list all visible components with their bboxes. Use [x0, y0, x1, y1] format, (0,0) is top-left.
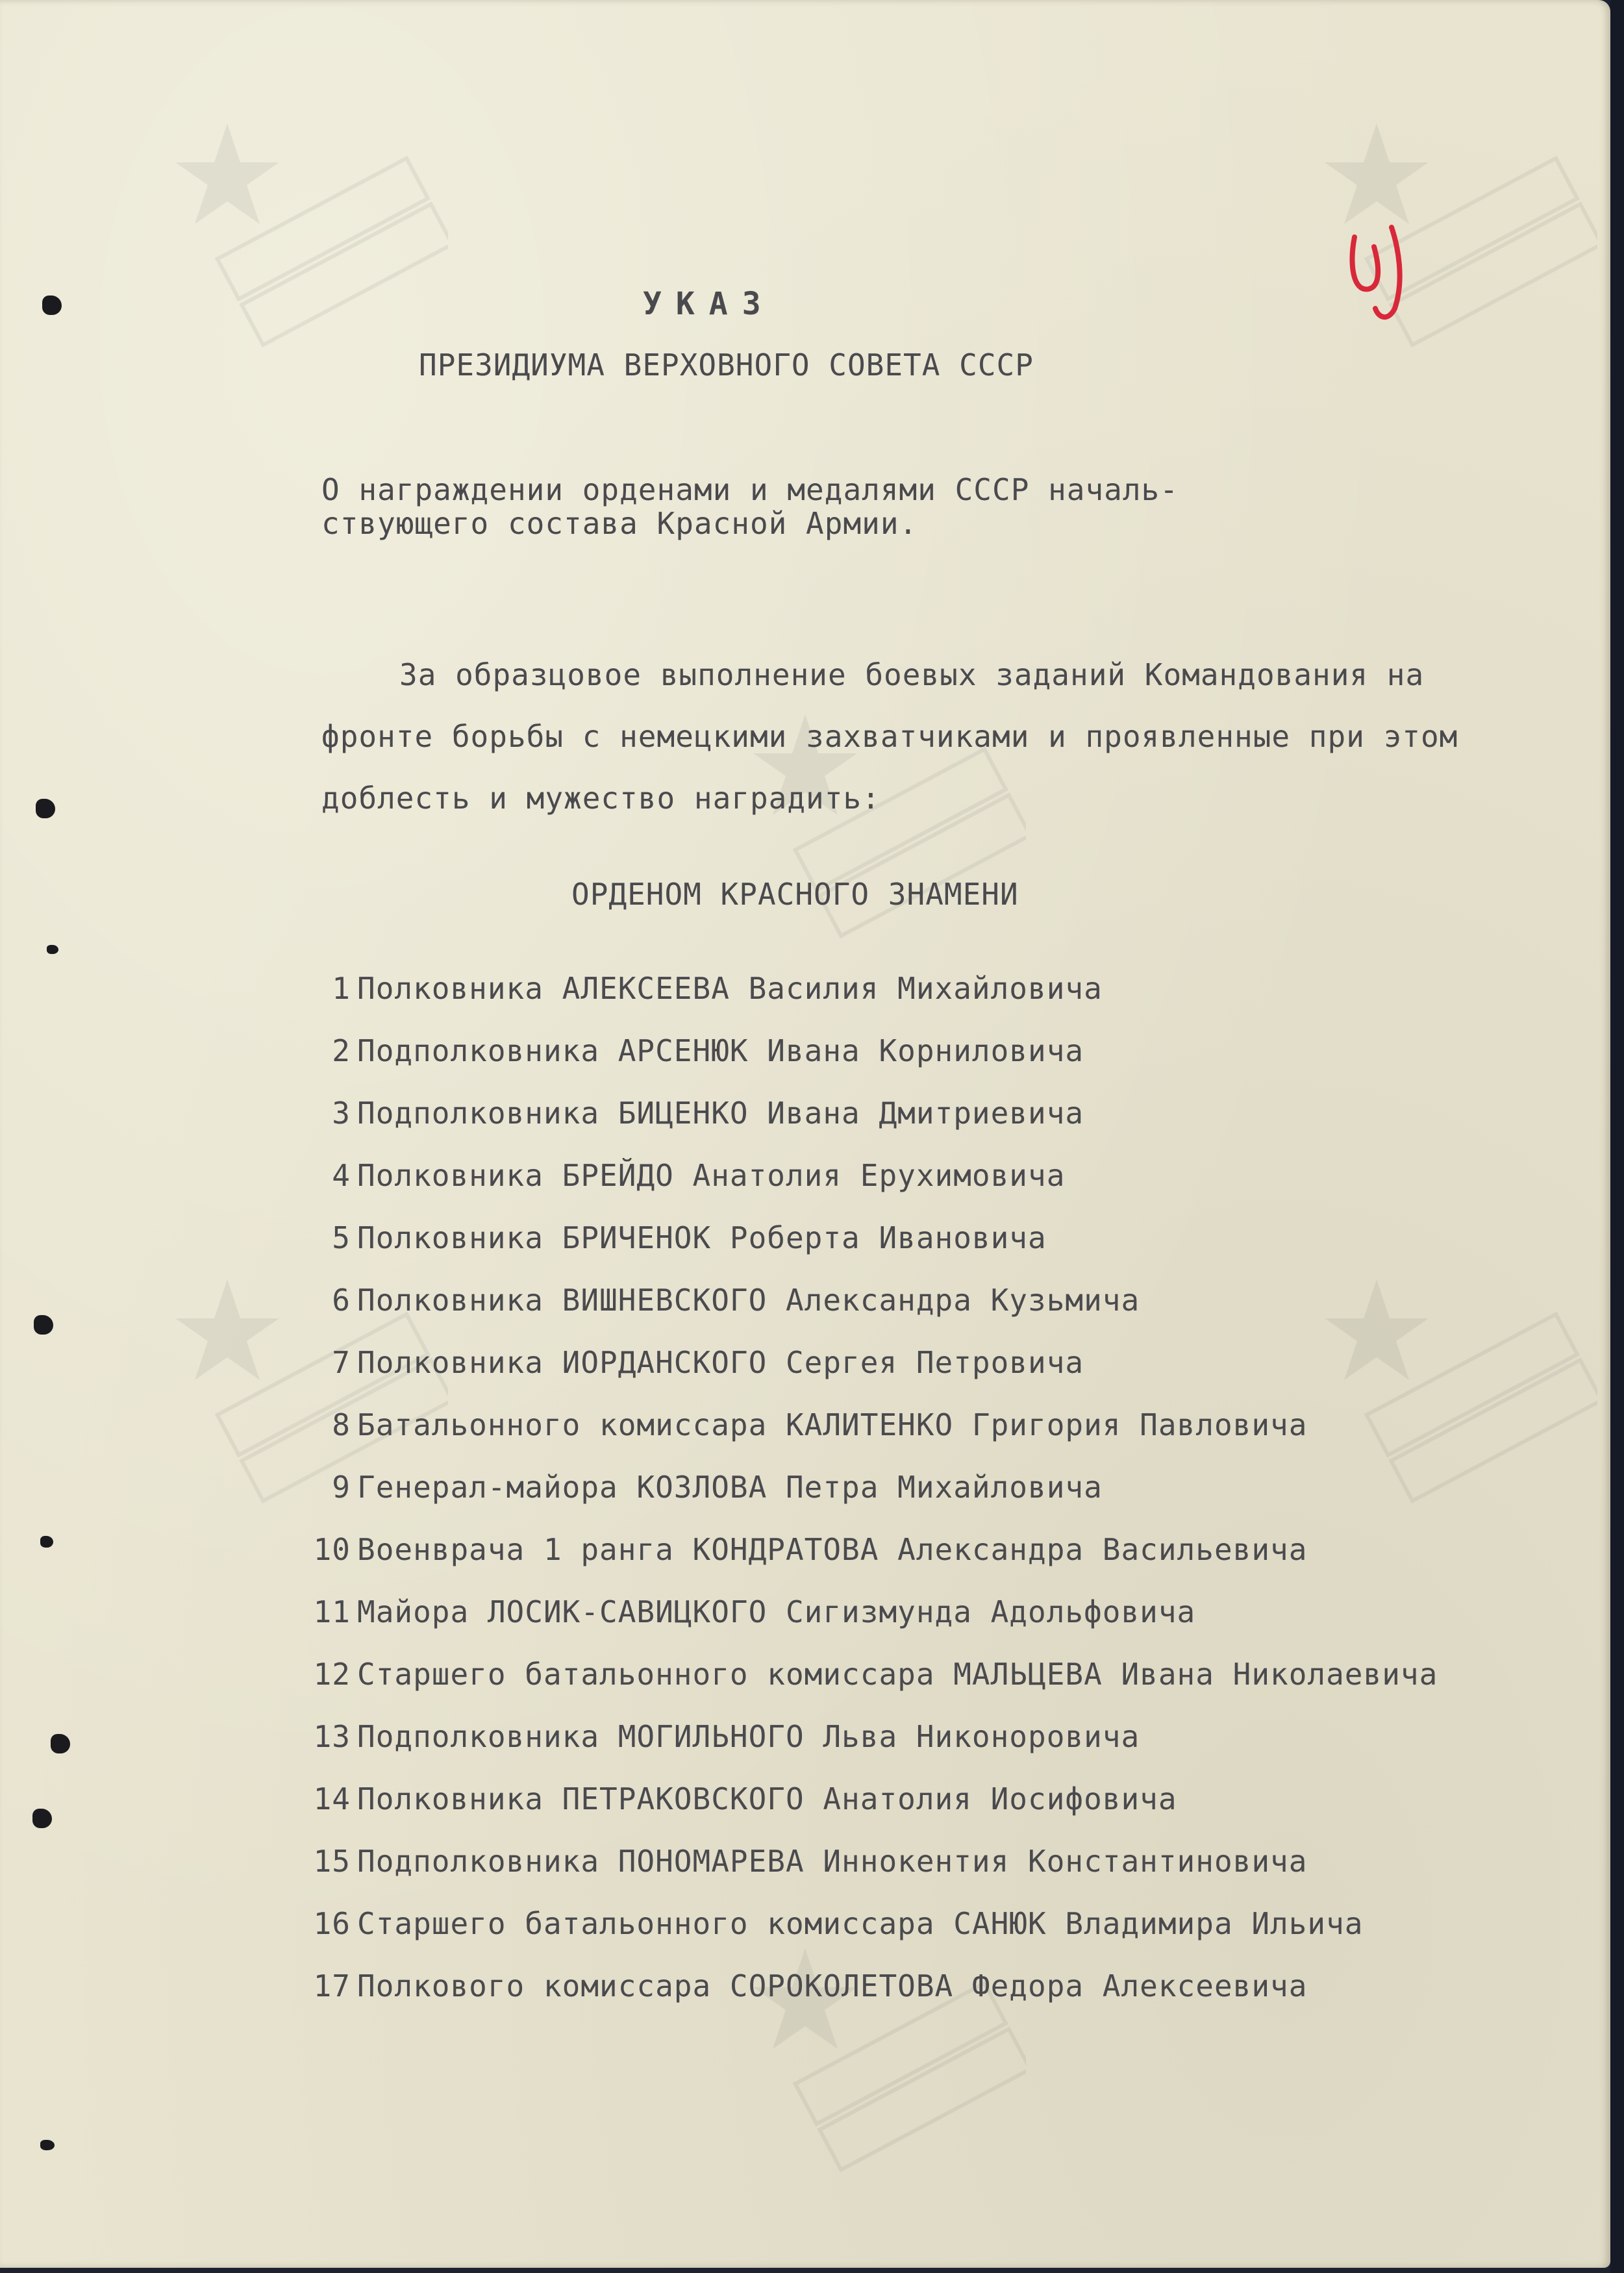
list-text: Подполковника БИЦЕНКО Ивана Дмитриевича — [357, 1096, 1084, 1131]
list-number: 2 — [332, 1033, 351, 1068]
scan-edge — [1610, 0, 1624, 2273]
list-text: Батальонного комиссара КАЛИТЕНКО Григория Павловича — [357, 1407, 1308, 1442]
list-text: Подполковника ПОНОМАРЕВА Иннокентия Константиновича — [357, 1844, 1308, 1879]
list-number: 6 — [332, 1283, 351, 1318]
list-item — [305, 1594, 1195, 1629]
list-item — [305, 971, 1103, 1006]
document-subtitle: ПРЕЗИДИУМА ВЕРХОВНОГО СОВЕТА СССР — [419, 347, 1034, 383]
punch-hole — [34, 1315, 53, 1335]
list-number: 10 — [313, 1532, 351, 1567]
list-item — [305, 1283, 1140, 1318]
body-line: За образцовое выполнение боевых заданий Командования на — [399, 657, 1425, 692]
watermark-logo — [149, 110, 448, 357]
punch-hole — [36, 799, 55, 818]
list-number: 5 — [332, 1220, 351, 1255]
list-number: 11 — [313, 1594, 351, 1629]
order-heading: ОРДЕНОМ КРАСНОГО ЗНАМЕНИ — [571, 877, 1019, 912]
body-line: доблесть и мужество наградить: — [321, 781, 881, 816]
list-text: Военврача 1 ранга КОНДРАТОВА Александра Васильевича — [357, 1532, 1308, 1567]
handwritten-mark — [1343, 201, 1421, 325]
list-item — [305, 1220, 1047, 1255]
list-item — [305, 1906, 1364, 1941]
subject-line: ствующего состава Красной Армии. — [321, 506, 918, 541]
list-item — [305, 1968, 1307, 2003]
list-number: 16 — [313, 1906, 351, 1941]
list-number: 8 — [332, 1407, 351, 1442]
list-text: Генерал-майора КОЗЛОВА Петра Михайловича — [357, 1470, 1103, 1505]
list-item — [305, 1657, 1438, 1692]
list-number: 9 — [332, 1470, 351, 1505]
list-text: Подполковника АРСЕНЮК Ивана Корниловича — [357, 1033, 1084, 1068]
list-text: Полковника ВИШНЕВСКОГО Александра Кузьмича — [357, 1283, 1140, 1318]
list-text: Полкового комиссара СОРОКОЛЕТОВА Федора Алексеевича — [357, 1968, 1308, 2003]
list-text: Старшего батальонного комиссара САНЮК Владимира Ильича — [357, 1906, 1364, 1941]
list-item — [305, 1781, 1177, 1816]
list-item — [305, 1844, 1307, 1879]
punch-hole — [42, 295, 62, 315]
punch-hole — [51, 1734, 70, 1753]
list-text: Полковника ПЕТРАКОВСКОГО Анатолия Иосифовича — [357, 1781, 1177, 1816]
list-item — [305, 1470, 1103, 1505]
list-item — [305, 1345, 1084, 1380]
list-item — [305, 1096, 1084, 1131]
list-item — [305, 1158, 1065, 1193]
list-number: 7 — [332, 1345, 351, 1380]
list-item — [305, 1407, 1307, 1442]
list-number: 4 — [332, 1158, 351, 1193]
document-title: УКАЗ — [643, 286, 775, 322]
list-number: 13 — [313, 1719, 351, 1754]
list-number: 15 — [313, 1844, 351, 1879]
punch-hole — [40, 2140, 55, 2150]
punch-hole — [32, 1809, 52, 1828]
list-number: 14 — [313, 1781, 351, 1816]
list-number: 1 — [332, 971, 351, 1006]
punch-hole — [47, 945, 58, 954]
list-item — [305, 1033, 1084, 1068]
subject-line: О награждении орденами и медалями СССР началь- — [321, 472, 1179, 507]
list-number: 3 — [332, 1096, 351, 1131]
list-number: 12 — [313, 1657, 351, 1692]
punch-hole — [40, 1536, 53, 1548]
list-text: Майора ЛОСИК-САВИЦКОГО Сигизмунда Адольфовича — [357, 1594, 1196, 1629]
document-subject — [321, 473, 1179, 540]
list-text: Полковника ИОРДАНСКОГО Сергея Петровича — [357, 1345, 1084, 1380]
list-text: Старшего батальонного комиссара МАЛЬЦЕВА Ивана Николаевича — [357, 1657, 1438, 1692]
list-number: 17 — [313, 1968, 351, 2003]
list-text: Подполковника МОГИЛЬНОГО Льва Никоноровича — [357, 1719, 1140, 1754]
list-text: Полковника БРИЧЕНОК Роберта Ивановича — [357, 1220, 1047, 1255]
list-text: Полковника АЛЕКСЕЕВА Василия Михайловича — [357, 971, 1103, 1006]
list-text: Полковника БРЕЙДО Анатолия Ерухимовича — [357, 1158, 1066, 1193]
list-item — [305, 1532, 1307, 1567]
list-item — [305, 1719, 1140, 1754]
body-line: фронте борьбы с немецкими захватчиками и проявленные при этом — [321, 719, 1458, 754]
watermark-logo — [1299, 1266, 1597, 1513]
